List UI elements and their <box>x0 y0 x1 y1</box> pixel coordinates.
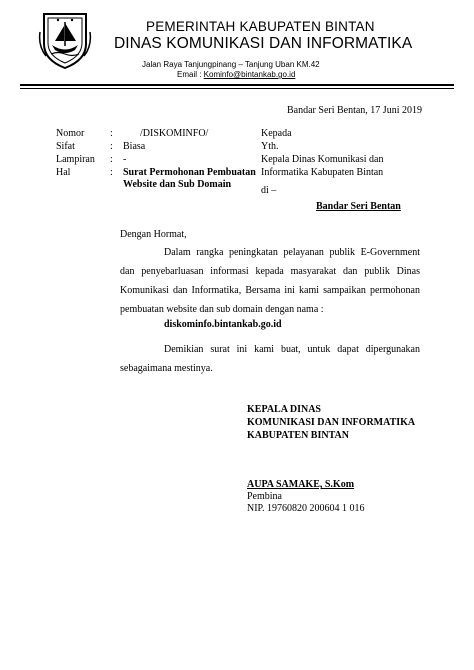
meta-label-sifat: Sifat <box>56 141 75 152</box>
body-paragraph-1: Dalam rangka peningkatan pelayanan publik E-Government dan penyebarluasan informasi kepada masyarakat dan publik Dinas Komunikasi dan Informatika, Bersama ini kami sampaikan permohonan pembuatan website dan sub domain dengan nama : <box>120 247 420 315</box>
email-link[interactable]: Kominfo@bintankab.go.id <box>203 70 296 79</box>
place-date: Bandar Seri Bentan, 17 Juni 2019 <box>287 105 422 116</box>
meta-label-hal: Hal <box>56 167 71 178</box>
meta-label-lampiran: Lampiran <box>56 154 95 165</box>
email-label: Email : <box>177 70 204 79</box>
recipient-kepada: Kepada <box>261 128 292 139</box>
recipient-line1: Kepala Dinas Komunikasi dan <box>261 154 384 165</box>
signatory-nip: NIP. 19760820 200604 1 016 <box>247 503 365 514</box>
meta-value-hal: Surat Permohonan Pembuatan <box>123 167 256 178</box>
letterhead-agency: DINAS KOMUNIKASI DAN INFORMATIKA <box>114 35 413 52</box>
letterhead-address: Jalan Raya Tanjungpinang – Tanjung Uban KM.42 <box>142 60 320 69</box>
letterhead-divider-thin <box>20 88 454 89</box>
meta-value-sifat: Biasa <box>123 141 146 152</box>
meta-sep-nomor: : <box>110 128 113 139</box>
signature-title-2: KOMUNIKASI DAN INFORMATIKA <box>247 417 416 428</box>
meta-sep-lampiran: : <box>110 154 113 165</box>
recipient-line2: Informatika Kabupaten Bintan <box>261 167 384 178</box>
signature-title-3: KABUPATEN BINTAN <box>247 430 349 441</box>
salutation: Dengan Hormat, <box>120 229 187 240</box>
letterhead-government: PEMERINTAH KABUPATEN BINTAN <box>146 19 375 34</box>
letterhead-email-line <box>177 70 295 79</box>
meta-label-nomor: Nomor <box>56 128 85 139</box>
bintan-regency-emblem <box>38 10 92 70</box>
recipient-yth: Yth. <box>261 141 279 152</box>
meta-sep-sifat: : <box>110 141 113 152</box>
recipient-place: Bandar Seri Bentan <box>316 201 401 212</box>
meta-value-nomor: /DISKOMINFO/ <box>140 128 209 139</box>
signature-title-1: KEPALA DINAS <box>247 404 321 415</box>
meta-value-lampiran: - <box>123 154 127 165</box>
signatory-rank: Pembina <box>247 491 282 502</box>
body-paragraph-2: Demikian surat ini kami buat, untuk dapat dipergunakan sebagaimana mestinya. <box>120 344 420 374</box>
letterhead-divider-thick <box>20 84 454 86</box>
recipient-di: di – <box>261 185 277 196</box>
signatory-name: AUPA SAMAKE, S.Kom <box>247 479 355 490</box>
domain-name: diskominfo.bintankab.go.id <box>164 319 282 330</box>
meta-value-hal-line2: Website dan Sub Domain <box>123 179 232 190</box>
meta-sep-hal: : <box>110 167 113 178</box>
